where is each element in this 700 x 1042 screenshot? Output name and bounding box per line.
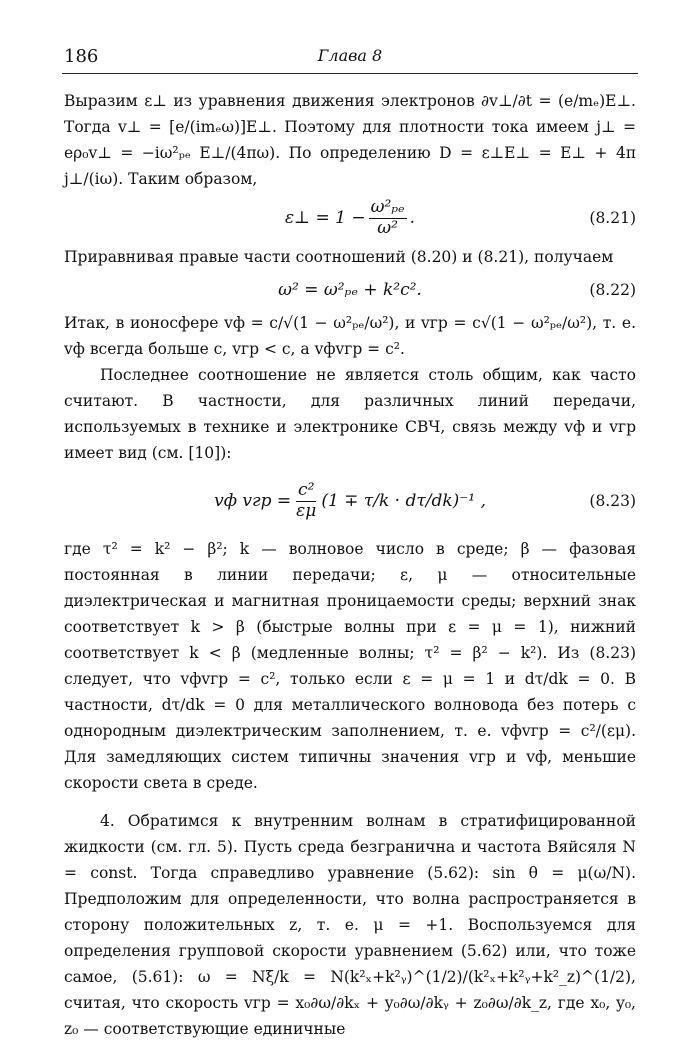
paragraph-6: 4. Обратимся к внутренним волнам в стратифицированной жидкости (см. гл. 5). Пусть среда безгранична и частота Вяйсяля N = const. Тогда справедливо уравнение (5.62): sin θ = μ(ω/N). Предположим для определенности, что волна распространяется в сторону положительных z, т. е. μ = +1. Воспользуемся для определения групповой скорости уравнением (5.62) или, что тоже самое, (5.61): ω = Nξ/k = N(k²ₓ+k²ᵧ)^(1/2)/(k²ₓ+k²ᵧ+k²_z)^(1/2), считая, что скорость vгр = x₀∂ω/∂kₓ + y₀∂ω/∂kᵧ + z₀∂ω/∂k_z, где x₀, y₀, z₀ — соответствующие единичные	[64, 812, 636, 1038]
equation-8-21	[64, 192, 636, 244]
eq823-numerator: c²	[298, 479, 315, 500]
equation-8-22	[64, 270, 636, 310]
equation-number-8-21: (8.21)	[589, 209, 636, 227]
eq823-denominator: εμ	[296, 500, 317, 521]
section-gap	[64, 796, 636, 808]
equation-number-8-23: (8.23)	[589, 492, 636, 510]
eq821-numerator: ω²ₚₑ	[370, 196, 405, 217]
eq821-tail: .	[409, 208, 416, 228]
chapter-title: Глава 8	[317, 46, 383, 65]
eq823-lhs: vф vгр =	[214, 491, 292, 511]
equation-8-22-body: ω² = ω²ₚₑ + k²c².	[278, 280, 422, 300]
paragraph-2: Приравнивая правые части соотношений (8.20) и (8.21), получаем	[64, 248, 614, 266]
equation-8-21-body	[64, 192, 636, 244]
page-number: 186	[64, 46, 99, 67]
eq823-fraction	[294, 481, 318, 521]
paragraph-1: Выразим ε⊥ из уравнения движения электронов ∂v⊥/∂t = (e/mₑ)E⊥. Тогда v⊥ = [e/(imₑω)]E⊥. Поэтому для плотности тока имеем j⊥ = eρ₀v⊥ = −iω²ₚₑ E⊥/(4πω). По определению D = ε⊥E⊥ = E⊥ + 4π j⊥/(iω). Таким образом,	[64, 92, 636, 188]
paragraph-5: где τ² = k² − β²; k — волновое число в среде; β — фазовая постоянная в линии передачи; ε, μ — относительные диэлектрическая и магнитная проницаемости среды; верхний знак соответствует k > β (быстрые волны при ε = μ = 1), нижний соответствует k < β (медленные волны; τ² = β² − k²). Из (8.23) следует, что vфvгр = c², только если ε = μ = 1 и dτ/dk = 0. В частности, dτ/dk = 0 для металлического волновода без потерь с однородным диэлектрическим заполнением, т. е. vфvгр = c²/(εμ). Для замедляющих систем типичны значения vгр и vф, меньшие скорости света в среде.	[64, 540, 636, 792]
header-rule	[62, 73, 638, 74]
page-body	[64, 88, 636, 1042]
equation-8-23-body	[64, 466, 636, 536]
paragraph-3: Итак, в ионосфере vф = c/√(1 − ω²ₚₑ/ω²), и vгр = c√(1 − ω²ₚₑ/ω²), т. е. vф всегда больше c, vгр < c, а vфvгр = c².	[64, 314, 636, 358]
equation-8-23	[64, 466, 636, 536]
eq821-denominator: ω²	[377, 217, 398, 238]
eq821-fraction	[369, 198, 407, 238]
eq821-lhs: ε⊥ = 1 −	[284, 208, 366, 228]
running-header	[62, 44, 638, 70]
eq823-bracket: (1 ∓ τ/k · dτ/dk)⁻¹ ,	[321, 491, 486, 511]
equation-number-8-22: (8.22)	[589, 281, 636, 299]
paragraph-4: Последнее соотношение не является столь общим, как часто считают. В частности, для различных линий передачи, используемых в технике и электронике СВЧ, связь между vф и vгр имеет вид (см. [10]):	[64, 366, 636, 462]
